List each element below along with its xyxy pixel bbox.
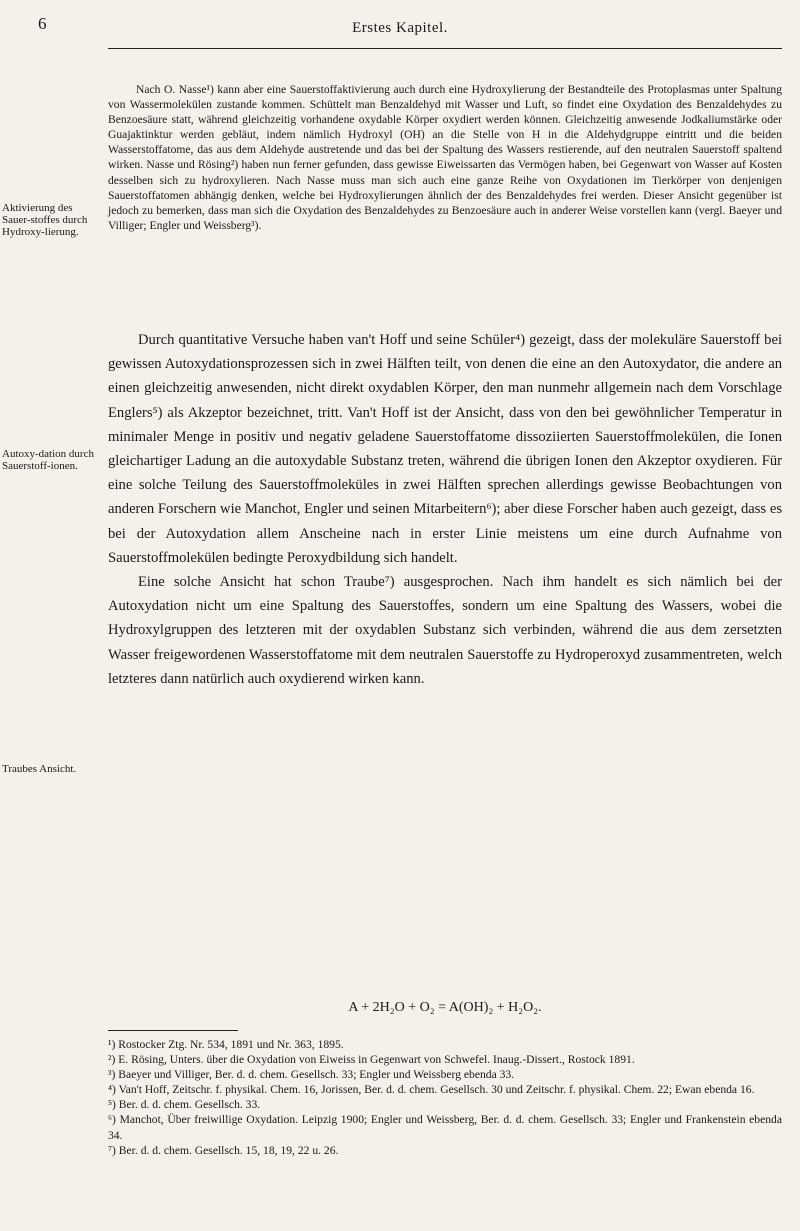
footnote-rule <box>108 1030 238 1031</box>
footnotes <box>108 1037 782 1158</box>
main-text <box>108 328 782 691</box>
margin-note-aktivierung: Aktivierung des Sauer-stoffes durch Hydroxy-lierung. <box>2 202 88 238</box>
paragraph-vant-hoff: Durch quantitative Versuche haben van't Hoff und seine Schüler⁴) gezeigt, dass der molekuläre Sauerstoff bei gewissen Autoxydationsprozessen sich in zwei Hälften teilt, von denen die eine an den Autoxydator, die andere an einen gleichzeitig anwesenden, nicht direkt oxydablen Körper, den man nunmehr allgemein nach dem Vorschlage Englers⁵) als Akzeptor bezeichnet, tritt. Van't Hoff ist der Ansicht, dass von den bei gewöhnlicher Temperatur in minimaler Menge in positiv und negativ geladene Sauerstoffatome dissoziierten Sauerstoffmolekülen, die Ionen gleichartiger Ladung an die autoxydable Substanz treten, während die übrigen Ionen den Akzeptor oxydieren. Für eine solche Teilung des Sauerstoffmoleküles in zwei Hälften sprechen allerdings gewisse Beobachtungen von anderen Forschern wie Manchot, Engler und seinen Mitarbeitern⁶); aber diese Forscher haben auch gezeigt, dass es bei der Autoxydation allem Anscheine nach in erster Linie meistens um eine durch Aufnahme von Sauerstoffmolekülen bedingte Peroxydbildung sich handelt. <box>108 332 782 566</box>
margin-note-traube: Traubes Ansicht. <box>2 763 77 775</box>
footnote-6: ⁶) Manchot, Über freiwillige Oxydation. Leipzig 1900; Engler und Weissberg, Ber. d. d. chem. Gesellsch. 33; Engler und Frankenstein ebenda 34. <box>108 1113 782 1142</box>
running-title: Erstes Kapitel. <box>352 20 448 36</box>
chemical-equation: A + 2H₂O + O₂ = A(OH)₂ + H₂O₂. <box>348 1000 542 1015</box>
footnote-1: ¹) Rostocker Ztg. Nr. 534, 1891 und Nr. 363, 1895. <box>108 1038 344 1051</box>
small-print-section <box>108 82 782 233</box>
footnote-4: ⁴) Van't Hoff, Zeitschr. f. physikal. Chem. 16, Jorissen, Ber. d. d. chem. Gesellsch. 30 und Zeitschr. f. physikal. Chem. 22; Ewan ebenda 16. <box>108 1083 755 1097</box>
footnote-3: ³) Baeyer und Villiger, Ber. d. d. chem. Gesellsch. 33; Engler und Weissberg ebenda 33. <box>108 1068 515 1082</box>
footnote-5: ⁵) Ber. d. d. chem. Gesellsch. 33. <box>108 1098 261 1112</box>
footnote-2: ²) E. Rösing, Unters. über die Oxydation von Eiweiss in Gegenwart von Schwefel. Inaug.-Dissert., Rostock 1891. <box>108 1053 635 1067</box>
small-paragraph: Nach O. Nasse¹) kann aber eine Sauerstoffaktivierung auch durch eine Hydroxylierung der Bestandteile des Protoplasmas unter Spaltung von Wassermolekülen zustande kommen. Schüttelt man Benzaldehyd mit Wasser und Luft, so findet eine Oxydation des Benzaldehydes zu Benzoesäure statt, während gleichzeitig vorhandene oxydable Körper oxydiert werden können. Gleichzeitig anwesende Jodkaliumstärke oder Guajaktinktur werden gebläut, indem nämlich Hydroxyl (OH) an die Stelle von H in die Aldehydgruppe eintritt und die beiden Wasserstoffatome, das aus dem Aldehyde austretende und das bei der Spaltung des Wassers restierende, auf den neutralen Sauerstoff spaltend wirken. Nasse und Rösing²) haben nun ferner gefunden, dass gewisse Eiweissarten das Vermögen haben, bei Gegenwart von Wasser auf Kosten desselben sich zu hydroxylieren. Nach Nasse muss man sich auch eine ganze Reihe von Oxydationen im Tierkörper von denjenigen Sauerstoffatomen abhängig denken, welche bei Hydroxylierungen ähnlich der des Benzaldehydes frei werden. Dieser Ansicht gegenüber ist jedoch zu bemerken, dass man sich die Oxydation des Benzaldehydes zu Benzoesäure auch in anderer Weise vorstellen kann (vergl. Baeyer und Villiger; Engler und Weissberg³). <box>108 83 782 232</box>
header-rule <box>108 48 782 49</box>
page-number: 6 <box>38 14 47 33</box>
paragraph-traube: Eine solche Ansicht hat schon Traube⁷) ausgesprochen. Nach ihm handelt es sich nämlich bei der Autoxydation nicht um eine Spaltung des Sauerstoffes, sondern um eine Spaltung des Wassers, wobei die Hydroxylgruppen des letzteren mit der oxydablen Substanz sich verbinden, während die aus dem zersetzten Wasser freigewordenen Wasserstoffatome mit dem neutralen Sauerstoffe zu Hydroperoxyd zusammentreten, welch letzteres dann natürlich auch oxydierend wirken kann. <box>108 574 782 687</box>
footnote-7: ⁷) Ber. d. d. chem. Gesellsch. 15, 18, 19, 22 u. 26. <box>108 1143 339 1157</box>
margin-note-autoxydation: Autoxy-dation durch Sauerstoff-ionen. <box>2 448 94 472</box>
